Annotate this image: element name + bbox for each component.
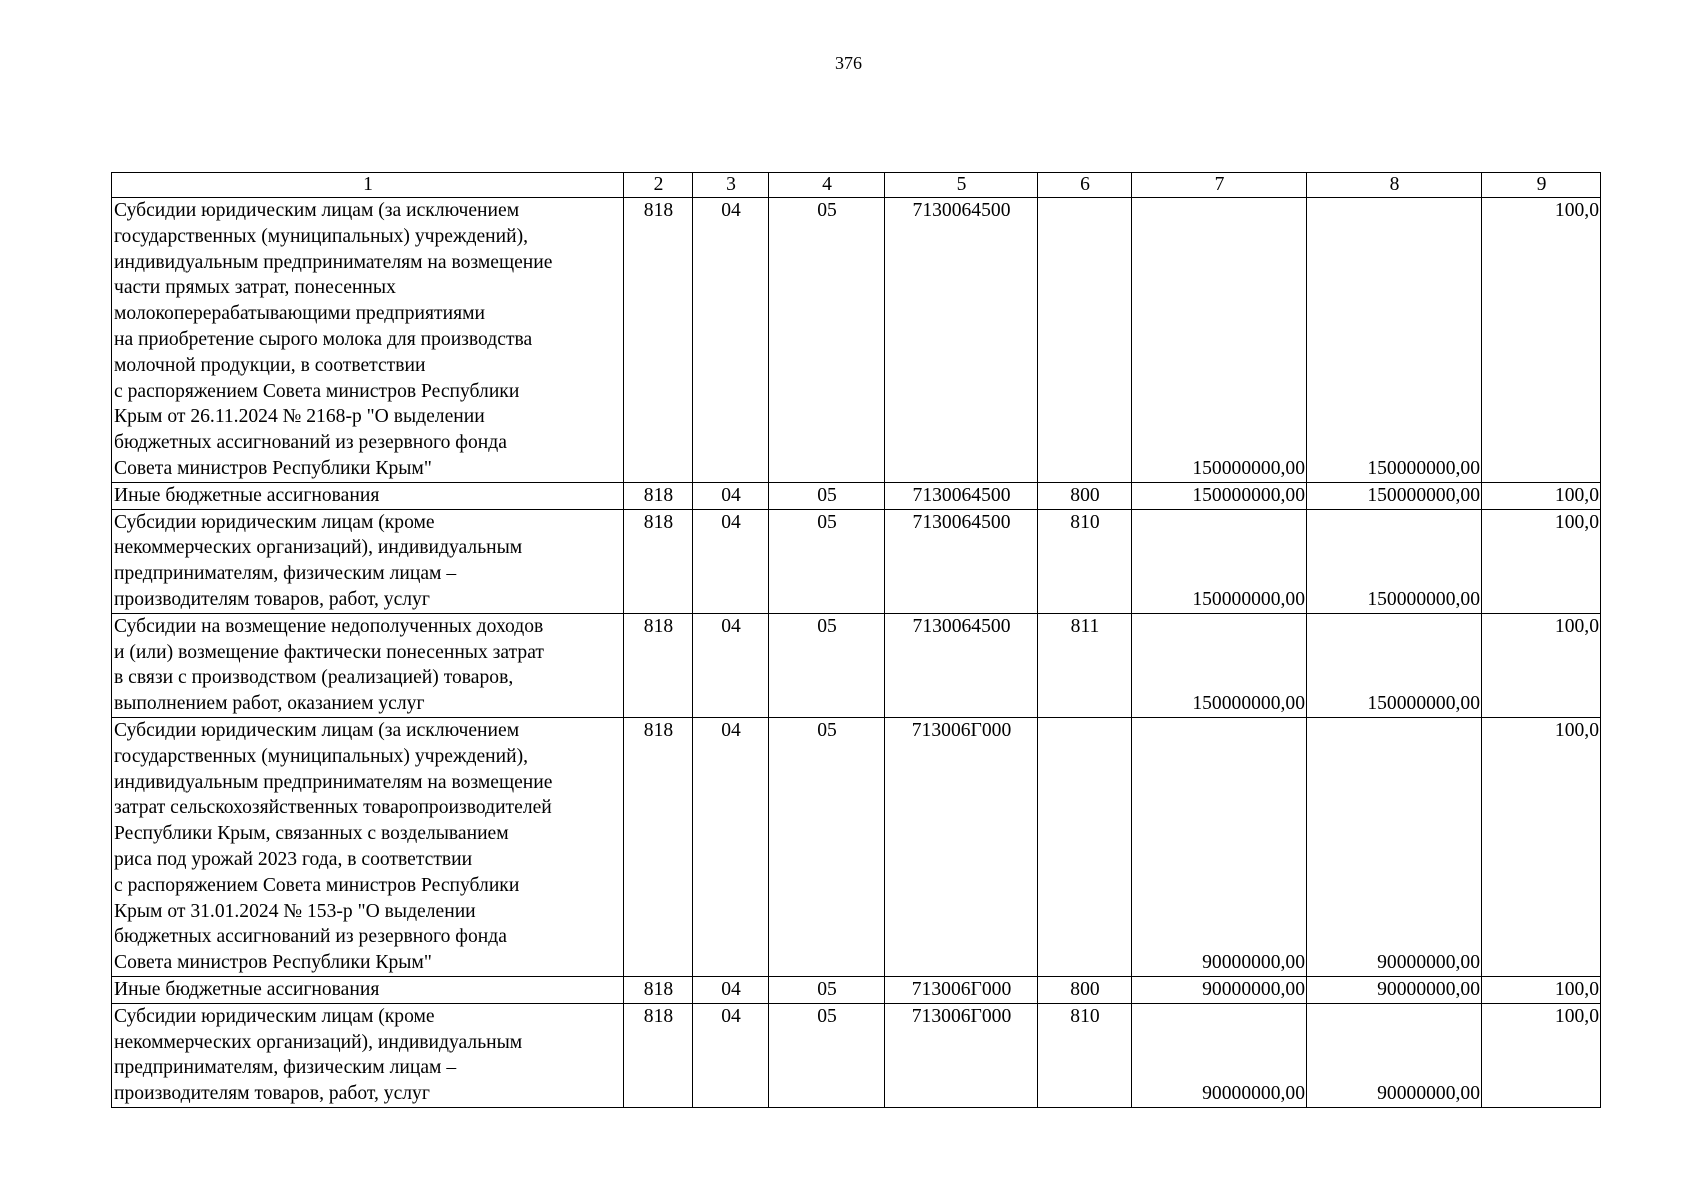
subsection-code: 05 — [769, 976, 885, 1003]
target-article-code: 7130064500 — [885, 509, 1038, 613]
target-article-code: 7130064500 — [885, 482, 1038, 509]
ministry-code: 818 — [624, 198, 693, 483]
executed-amount: 150000000,00 — [1307, 509, 1482, 613]
table-row — [112, 717, 1601, 976]
expense-type-code — [1038, 717, 1132, 976]
section-code: 04 — [693, 509, 769, 613]
column-header: 5 — [885, 173, 1038, 198]
column-header: 1 — [112, 173, 624, 198]
row-description: Субсидии юридическим лицам (за исключением государственных (муниципальных) учреждений), индивидуальным предпринимателям на возмещение затрат сельскохозяйственных товаропроизводителей Республики Крым, связанных с возделыванием риса под урожай 2023 года, в соответствии с распоряжением Совета министров Республики Крым от 31.01.2024 № 153-р "О выделении бюджетных ассигнований из резервного фонда Совета министров Республики Крым" — [112, 717, 624, 976]
ministry-code: 818 — [624, 613, 693, 717]
column-header: 3 — [693, 173, 769, 198]
table-row — [112, 198, 1601, 483]
section-code: 04 — [693, 613, 769, 717]
ministry-code: 818 — [624, 482, 693, 509]
table-row — [112, 976, 1601, 1003]
ministry-code: 818 — [624, 509, 693, 613]
subsection-code: 05 — [769, 482, 885, 509]
row-description: Субсидии юридическим лицам (кроме некоммерческих организаций), индивидуальным предпринимателям, физическим лицам – производителям товаров, работ, услуг — [112, 1003, 624, 1107]
execution-percent: 100,0 — [1482, 976, 1601, 1003]
column-header: 2 — [624, 173, 693, 198]
ministry-code: 818 — [624, 717, 693, 976]
subsection-code: 05 — [769, 1003, 885, 1107]
page-number: 376 — [835, 53, 862, 73]
section-code: 04 — [693, 976, 769, 1003]
executed-amount: 90000000,00 — [1307, 1003, 1482, 1107]
execution-percent: 100,0 — [1482, 717, 1601, 976]
table-row — [112, 1003, 1601, 1107]
target-article-code: 713006Г000 — [885, 1003, 1038, 1107]
execution-percent: 100,0 — [1482, 509, 1601, 613]
section-code: 04 — [693, 717, 769, 976]
executed-amount: 150000000,00 — [1307, 613, 1482, 717]
executed-amount: 90000000,00 — [1307, 976, 1482, 1003]
expense-type-code: 810 — [1038, 1003, 1132, 1107]
table-row — [112, 482, 1601, 509]
row-description: Иные бюджетные ассигнования — [112, 482, 624, 509]
expense-type-code: 800 — [1038, 976, 1132, 1003]
table-row — [112, 509, 1601, 613]
execution-percent: 100,0 — [1482, 1003, 1601, 1107]
ministry-code: 818 — [624, 976, 693, 1003]
subsection-code: 05 — [769, 717, 885, 976]
expense-type-code: 810 — [1038, 509, 1132, 613]
planned-amount: 150000000,00 — [1132, 613, 1307, 717]
planned-amount: 90000000,00 — [1132, 976, 1307, 1003]
column-header: 7 — [1132, 173, 1307, 198]
executed-amount: 150000000,00 — [1307, 482, 1482, 509]
column-header: 9 — [1482, 173, 1601, 198]
planned-amount: 150000000,00 — [1132, 198, 1307, 483]
column-header: 4 — [769, 173, 885, 198]
section-code: 04 — [693, 482, 769, 509]
column-header: 8 — [1307, 173, 1482, 198]
subsection-code: 05 — [769, 509, 885, 613]
expense-type-code: 800 — [1038, 482, 1132, 509]
execution-percent: 100,0 — [1482, 482, 1601, 509]
planned-amount: 90000000,00 — [1132, 717, 1307, 976]
target-article-code: 713006Г000 — [885, 717, 1038, 976]
execution-percent: 100,0 — [1482, 613, 1601, 717]
subsection-code: 05 — [769, 613, 885, 717]
subsection-code: 05 — [769, 198, 885, 483]
row-description: Иные бюджетные ассигнования — [112, 976, 624, 1003]
row-description: Субсидии юридическим лицам (кроме некоммерческих организаций), индивидуальным предпринимателям, физическим лицам – производителям товаров, работ, услуг — [112, 509, 624, 613]
section-code: 04 — [693, 198, 769, 483]
expense-type-code: 811 — [1038, 613, 1132, 717]
execution-percent: 100,0 — [1482, 198, 1601, 483]
target-article-code: 713006Г000 — [885, 976, 1038, 1003]
executed-amount: 150000000,00 — [1307, 198, 1482, 483]
planned-amount: 90000000,00 — [1132, 1003, 1307, 1107]
ministry-code: 818 — [624, 1003, 693, 1107]
executed-amount: 90000000,00 — [1307, 717, 1482, 976]
planned-amount: 150000000,00 — [1132, 482, 1307, 509]
target-article-code: 7130064500 — [885, 613, 1038, 717]
budget-table — [111, 172, 1601, 1108]
target-article-code: 7130064500 — [885, 198, 1038, 483]
expense-type-code — [1038, 198, 1132, 483]
planned-amount: 150000000,00 — [1132, 509, 1307, 613]
row-description: Субсидии юридическим лицам (за исключением государственных (муниципальных) учреждений), индивидуальным предпринимателям на возмещение части прямых затрат, понесенных молокоперерабатывающими предприятиями на приобретение сырого молока для производства молочной продукции, в соответствии с распоряжением Совета министров Республики Крым от 26.11.2024 № 2168-р "О выделении бюджетных ассигнований из резервного фонда Совета министров Республики Крым" — [112, 198, 624, 483]
column-header: 6 — [1038, 173, 1132, 198]
section-code: 04 — [693, 1003, 769, 1107]
table-header-row — [112, 173, 1601, 198]
row-description: Субсидии на возмещение недополученных доходов и (или) возмещение фактически понесенных затрат в связи с производством (реализацией) товаров, выполнением работ, оказанием услуг — [112, 613, 624, 717]
table-row — [112, 613, 1601, 717]
